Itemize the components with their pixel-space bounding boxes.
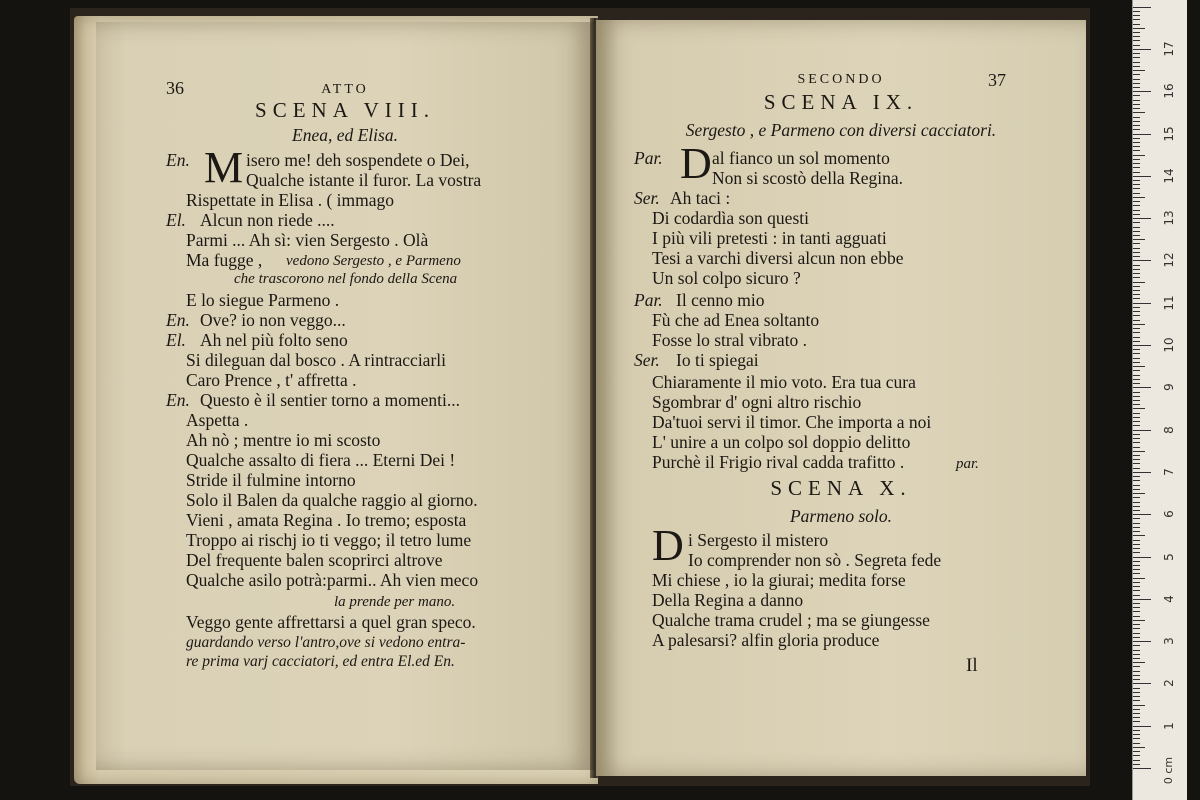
verse-line: Chiaramente il mio voto. Era tua cura bbox=[652, 372, 916, 392]
ruler-tick bbox=[1133, 277, 1140, 278]
verse-line: Parmi ... Ah sì: vien Sergesto . Olà bbox=[186, 230, 429, 250]
ruler-tick bbox=[1133, 696, 1140, 697]
ruler-tick bbox=[1133, 32, 1140, 33]
ruler-tick bbox=[1133, 7, 1151, 8]
ruler-tick bbox=[1133, 150, 1140, 151]
ruler-tick bbox=[1133, 383, 1140, 384]
ruler-tick bbox=[1133, 100, 1140, 101]
ruler-tick bbox=[1133, 142, 1140, 143]
ruler-tick bbox=[1133, 345, 1151, 346]
ruler-tick bbox=[1133, 256, 1140, 257]
ruler-tick bbox=[1133, 74, 1140, 75]
verse-line: Purchè il Frigio rival cadda trafitto . bbox=[652, 452, 905, 472]
verse-line: Fosse lo stral vibrato . bbox=[652, 330, 808, 350]
ruler-tick bbox=[1133, 36, 1140, 37]
ruler-tick bbox=[1133, 421, 1140, 422]
stage-direction: vedono Sergesto , e Parmeno bbox=[286, 253, 461, 269]
ruler-tick bbox=[1133, 434, 1140, 435]
ruler-tick bbox=[1133, 637, 1140, 638]
ruler-tick bbox=[1133, 645, 1140, 646]
ruler-tick bbox=[1133, 366, 1145, 367]
ruler-tick bbox=[1133, 112, 1145, 113]
ruler-tick bbox=[1133, 66, 1140, 67]
ruler-tick bbox=[1133, 764, 1140, 765]
ruler-tick bbox=[1133, 201, 1140, 202]
scene-characters: Sergesto , e Parmeno con diversi cacciatori. bbox=[685, 120, 997, 140]
ruler-tick bbox=[1133, 552, 1140, 553]
ruler-tick bbox=[1133, 531, 1140, 532]
verse-line: E lo siegue Parmeno . bbox=[186, 290, 340, 310]
ruler-tick bbox=[1133, 83, 1140, 84]
ruler-tick bbox=[1133, 408, 1145, 409]
ruler-tick bbox=[1133, 569, 1140, 570]
ruler-tick bbox=[1133, 497, 1140, 498]
ruler-tick bbox=[1133, 104, 1140, 105]
ruler-tick bbox=[1133, 468, 1140, 469]
ruler-tick bbox=[1133, 311, 1140, 312]
ruler-tick bbox=[1133, 404, 1140, 405]
ruler-tick bbox=[1133, 582, 1140, 583]
ruler-tick bbox=[1133, 79, 1140, 80]
ruler-tick bbox=[1133, 514, 1151, 515]
ruler-tick bbox=[1133, 57, 1140, 58]
ruler-tick bbox=[1133, 370, 1140, 371]
ruler-tick bbox=[1133, 138, 1140, 139]
ruler-tick bbox=[1133, 375, 1140, 376]
ruler-tick bbox=[1133, 362, 1140, 363]
ruler-tick bbox=[1133, 633, 1140, 634]
ruler-tick bbox=[1133, 45, 1140, 46]
ruler-tick bbox=[1133, 518, 1140, 519]
ruler-tick bbox=[1133, 294, 1140, 295]
ruler-tick bbox=[1133, 611, 1140, 612]
stage-direction: che trascorono nel fondo della Scena bbox=[234, 271, 458, 287]
verse-line: Vieni , amata Regina . Io tremo; esposta bbox=[186, 510, 467, 530]
drop-cap: D bbox=[652, 521, 684, 570]
ruler-number: 3 bbox=[1162, 637, 1176, 645]
verse-line: Tesi a varchi diversi alcun non ebbe bbox=[652, 248, 904, 268]
ruler-tick bbox=[1133, 455, 1140, 456]
ruler-tick bbox=[1133, 155, 1145, 156]
ruler-tick bbox=[1133, 683, 1151, 684]
ruler-tick bbox=[1133, 523, 1140, 524]
ruler-tick bbox=[1133, 480, 1140, 481]
ruler-tick bbox=[1133, 303, 1151, 304]
verse-line: Stride il fulmine intorno bbox=[186, 470, 356, 490]
verse-line: Caro Prence , t' affretta . bbox=[186, 370, 357, 390]
ruler-number: 14 bbox=[1162, 168, 1176, 184]
ruler-tick bbox=[1133, 734, 1140, 735]
ruler-tick bbox=[1133, 565, 1140, 566]
page-number: 36 bbox=[166, 78, 184, 98]
ruler-tick bbox=[1133, 222, 1140, 223]
ruler-number: 7 bbox=[1162, 468, 1176, 476]
ruler-tick bbox=[1133, 595, 1140, 596]
ruler-number: 8 bbox=[1162, 425, 1176, 434]
verse-line: i Sergesto il mistero bbox=[688, 530, 829, 550]
ruler-tick bbox=[1133, 328, 1140, 329]
ruler-number: 16 bbox=[1162, 83, 1176, 99]
ruler-tick bbox=[1133, 337, 1140, 338]
ruler-tick bbox=[1133, 129, 1140, 130]
ruler-tick bbox=[1133, 561, 1140, 562]
verse-line: Solo il Balen da qualche raggio al giorno. bbox=[186, 490, 478, 510]
ruler-tick bbox=[1133, 628, 1140, 629]
ruler-tick bbox=[1133, 176, 1151, 177]
ruler-tick bbox=[1133, 738, 1140, 739]
ruler-tick bbox=[1133, 476, 1140, 477]
ruler-tick bbox=[1133, 692, 1140, 693]
verse-line: Del frequente balen scoprirci altrove bbox=[186, 550, 443, 570]
ruler-tick bbox=[1133, 599, 1151, 600]
ruler-tick bbox=[1133, 252, 1140, 253]
verse-line: Da'tuoi servi il timor. Che importa a noi bbox=[652, 412, 932, 432]
verse-line: Di codardìa son questi bbox=[652, 208, 809, 228]
ruler-tick bbox=[1133, 459, 1140, 460]
ruler-tick bbox=[1133, 290, 1140, 291]
ruler-tick bbox=[1133, 755, 1140, 756]
verse-line: Ah nò ; mentre io mi scosto bbox=[186, 430, 381, 450]
ruler-tick bbox=[1133, 62, 1140, 63]
ruler-tick bbox=[1133, 341, 1140, 342]
ruler-tick bbox=[1133, 392, 1140, 393]
drop-cap: M bbox=[204, 143, 244, 192]
ruler-tick bbox=[1133, 768, 1151, 769]
ruler-tick bbox=[1133, 320, 1140, 321]
verse-line: Ma fugge , bbox=[186, 250, 263, 270]
speaker: En. bbox=[166, 390, 190, 410]
ruler-tick bbox=[1133, 349, 1140, 350]
ruler-tick bbox=[1133, 239, 1145, 240]
ruler-tick bbox=[1133, 658, 1140, 659]
ruler-tick bbox=[1133, 721, 1140, 722]
verse-line: Questo è il sentier torno a momenti... bbox=[200, 390, 461, 410]
speaker: El. bbox=[166, 210, 186, 230]
ruler-tick bbox=[1133, 641, 1151, 642]
ruler-tick bbox=[1133, 451, 1145, 452]
speaker: En. bbox=[166, 310, 190, 330]
ruler-tick bbox=[1133, 400, 1140, 401]
verse-line: Mi chiese , io la giurai; medita forse bbox=[652, 570, 906, 590]
ruler-tick bbox=[1133, 235, 1140, 236]
verse-line: Io comprender non sò . Segreta fede bbox=[688, 550, 942, 570]
ruler-tick bbox=[1133, 387, 1151, 388]
ruler-tick bbox=[1133, 49, 1151, 50]
ruler-tick bbox=[1133, 121, 1140, 122]
ruler-tick bbox=[1133, 713, 1140, 714]
ruler-tick bbox=[1133, 510, 1140, 511]
measurement-ruler bbox=[1132, 0, 1187, 800]
ruler-tick bbox=[1133, 286, 1140, 287]
verse-line: Qualche assalto di fiera ... Eterni Dei ! bbox=[186, 450, 456, 470]
ruler-tick bbox=[1133, 125, 1140, 126]
ruler-tick bbox=[1133, 717, 1140, 718]
ruler-tick bbox=[1133, 743, 1140, 744]
ruler-tick bbox=[1133, 624, 1140, 625]
ruler-number: 15 bbox=[1162, 125, 1176, 142]
ruler-tick bbox=[1133, 586, 1140, 587]
verse-line: Il cenno mio bbox=[676, 290, 765, 310]
ruler-tick bbox=[1133, 87, 1140, 88]
ruler-tick bbox=[1133, 24, 1140, 25]
ruler-tick bbox=[1133, 146, 1140, 147]
ruler-tick bbox=[1133, 671, 1140, 672]
ruler-tick bbox=[1133, 417, 1140, 418]
ruler-tick bbox=[1133, 193, 1140, 194]
right-page bbox=[596, 20, 1086, 776]
verse-line: A palesarsi? alfin gloria produce bbox=[652, 630, 880, 650]
ruler-tick bbox=[1133, 282, 1145, 283]
ruler-tick bbox=[1133, 184, 1140, 185]
verse-line: L' unire a un colpo sol doppio delitto bbox=[652, 432, 911, 452]
ruler-tick bbox=[1133, 214, 1140, 215]
ruler-tick bbox=[1133, 438, 1140, 439]
ruler-tick bbox=[1133, 227, 1140, 228]
ruler-tick bbox=[1133, 197, 1145, 198]
ruler-tick bbox=[1133, 231, 1140, 232]
ruler-tick bbox=[1133, 188, 1140, 189]
ruler-tick bbox=[1133, 396, 1140, 397]
ruler-tick bbox=[1133, 502, 1140, 503]
ruler-tick bbox=[1133, 91, 1151, 92]
ruler-tick bbox=[1133, 248, 1140, 249]
ruler-tick bbox=[1133, 679, 1140, 680]
ruler-number: 12 bbox=[1162, 252, 1176, 269]
ruler-tick bbox=[1133, 134, 1151, 135]
ruler-tick bbox=[1133, 675, 1140, 676]
scene-title: SCENA X. bbox=[770, 476, 912, 500]
ruler-number: 2 bbox=[1162, 679, 1176, 688]
ruler-number: 17 bbox=[1162, 41, 1176, 57]
verse-line: I più vili pretesti : in tanti agguati bbox=[652, 228, 887, 248]
catchword: Il bbox=[966, 655, 978, 676]
ruler-tick bbox=[1133, 95, 1140, 96]
ruler-tick bbox=[1133, 573, 1140, 574]
ruler-tick bbox=[1133, 19, 1140, 20]
ruler-tick bbox=[1133, 578, 1145, 579]
ruler-number: 6 bbox=[1162, 510, 1176, 519]
ruler-tick bbox=[1133, 726, 1151, 727]
ruler-tick bbox=[1133, 700, 1140, 701]
stage-direction: par. bbox=[956, 456, 979, 472]
ruler-tick bbox=[1133, 117, 1140, 118]
verse-line: isero me! deh sospendete o Dei, bbox=[246, 150, 470, 170]
scene-title: SCENA IX. bbox=[763, 90, 919, 114]
speaker: Par. bbox=[634, 148, 663, 168]
ruler-tick bbox=[1133, 324, 1145, 325]
ruler-tick bbox=[1133, 53, 1140, 54]
verse-line: Ah taci : bbox=[670, 188, 731, 208]
scene-characters: Parmeno solo. bbox=[789, 506, 893, 526]
ruler-tick bbox=[1133, 353, 1140, 354]
ruler-tick bbox=[1133, 557, 1151, 558]
verse-line: Troppo ai rischj io ti veggo; il tetro lume bbox=[186, 530, 472, 550]
drop-cap: D bbox=[680, 139, 712, 188]
ruler-tick bbox=[1133, 535, 1145, 536]
verse-line: Qualche trama crudel ; ma se giungesse bbox=[652, 610, 930, 630]
stage-direction: la prende per mano. bbox=[334, 594, 456, 610]
ruler-tick bbox=[1133, 662, 1145, 663]
verse-line: Ove? io non veggo... bbox=[200, 310, 346, 330]
ruler-tick bbox=[1133, 730, 1140, 731]
ruler-tick bbox=[1133, 210, 1140, 211]
verse-line: Ah nel più folto seno bbox=[200, 330, 348, 350]
ruler-tick bbox=[1133, 616, 1140, 617]
verse-line: Qualche asilo potrà:parmi.. Ah vien meco bbox=[186, 570, 479, 590]
ruler-tick bbox=[1133, 760, 1140, 761]
speaker: El. bbox=[166, 330, 186, 350]
ruler-tick bbox=[1133, 447, 1140, 448]
running-head: ATTO bbox=[321, 82, 369, 97]
left-page bbox=[96, 22, 594, 770]
ruler-tick bbox=[1133, 265, 1140, 266]
ruler-tick bbox=[1133, 506, 1140, 507]
speaker: Ser. bbox=[634, 188, 660, 208]
ruler-tick bbox=[1133, 650, 1140, 651]
ruler-number: 5 bbox=[1162, 552, 1176, 561]
ruler-tick bbox=[1133, 425, 1140, 426]
speaker: En. bbox=[166, 150, 190, 170]
ruler-number: 11 bbox=[1162, 295, 1176, 311]
speaker: Par. bbox=[634, 290, 663, 310]
verse-line: Fù che ad Enea soltanto bbox=[652, 310, 820, 330]
ruler-tick bbox=[1133, 180, 1140, 181]
ruler-tick bbox=[1133, 463, 1140, 464]
ruler-tick bbox=[1133, 159, 1140, 160]
ruler-tick bbox=[1133, 603, 1140, 604]
verse-line: Si dileguan dal bosco . A rintracciarli bbox=[186, 350, 447, 370]
verse-line: Della Regina a danno bbox=[652, 590, 804, 610]
ruler-tick bbox=[1133, 413, 1140, 414]
verse-line: Un sol colpo sicuro ? bbox=[652, 268, 801, 288]
ruler-tick bbox=[1133, 260, 1151, 261]
ruler-tick bbox=[1133, 15, 1140, 16]
ruler-tick bbox=[1133, 688, 1140, 689]
ruler-number: 9 bbox=[1162, 383, 1176, 392]
ruler-number: 13 bbox=[1162, 210, 1176, 226]
ruler-tick bbox=[1133, 11, 1140, 12]
ruler-tick bbox=[1133, 472, 1151, 473]
ruler-tick bbox=[1133, 620, 1145, 621]
ruler-tick bbox=[1133, 527, 1140, 528]
ruler-tick bbox=[1133, 243, 1140, 244]
stage-direction: guardando verso l'antro,ove si vedono entra- bbox=[186, 634, 466, 651]
ruler-tick bbox=[1133, 493, 1145, 494]
verse-line: Non si scostò della Regina. bbox=[712, 168, 904, 188]
ruler-tick bbox=[1133, 172, 1140, 173]
verse-line: Qualche istante il furor. La vostra bbox=[246, 170, 482, 190]
ruler-tick bbox=[1133, 540, 1140, 541]
ruler-tick bbox=[1133, 298, 1140, 299]
ruler-number: 4 bbox=[1162, 594, 1176, 603]
ruler-number: 10 bbox=[1162, 337, 1176, 353]
ruler-tick bbox=[1133, 544, 1140, 545]
ruler-tick bbox=[1133, 28, 1145, 29]
ruler-tick bbox=[1133, 315, 1140, 316]
ruler-tick bbox=[1133, 163, 1140, 164]
ruler-tick bbox=[1133, 273, 1140, 274]
verse-line: Rispettate in Elisa . ( immago bbox=[186, 190, 395, 210]
ruler-tick bbox=[1133, 666, 1140, 667]
ruler-tick bbox=[1133, 307, 1140, 308]
ruler-tick bbox=[1133, 269, 1140, 270]
ruler-number: 1 bbox=[1162, 721, 1176, 730]
speaker: Ser. bbox=[634, 350, 660, 370]
ruler-tick bbox=[1133, 205, 1140, 206]
scene-title: SCENA VIII. bbox=[255, 98, 435, 122]
ruler-tick bbox=[1133, 705, 1145, 706]
stage-direction: re prima varj cacciatori, ed entra El.ed En. bbox=[186, 653, 455, 670]
ruler-tick bbox=[1133, 751, 1140, 752]
verse-line: Veggo gente affrettarsi a quel gran speco. bbox=[186, 612, 476, 632]
ruler-tick bbox=[1133, 747, 1145, 748]
ruler-tick bbox=[1133, 489, 1140, 490]
ruler-tick bbox=[1133, 442, 1140, 443]
running-head: SECONDO bbox=[797, 72, 885, 87]
verse-line: Alcun non riede .... bbox=[200, 210, 335, 230]
ruler-tick bbox=[1133, 358, 1140, 359]
ruler-tick bbox=[1133, 108, 1140, 109]
ruler-tick bbox=[1133, 332, 1140, 333]
scene-characters: Enea, ed Elisa. bbox=[292, 125, 398, 145]
ruler-tick bbox=[1133, 430, 1151, 431]
ruler-tick bbox=[1133, 70, 1145, 71]
verse-line: Io ti spiegai bbox=[676, 350, 759, 370]
ruler-tick bbox=[1133, 218, 1151, 219]
ruler-tick bbox=[1133, 379, 1140, 380]
page-number: 37 bbox=[988, 70, 1006, 90]
ruler-tick bbox=[1133, 709, 1140, 710]
ruler-tick bbox=[1133, 654, 1140, 655]
ruler-tick bbox=[1133, 167, 1140, 168]
ruler-unit-label: 0 cm bbox=[1162, 756, 1176, 785]
verse-line: al fianco un sol momento bbox=[712, 148, 890, 168]
ruler-tick bbox=[1133, 590, 1140, 591]
verse-line: Aspetta . bbox=[186, 410, 249, 430]
ruler-tick bbox=[1133, 485, 1140, 486]
verse-line: Sgombrar d' ogni altro rischio bbox=[652, 392, 862, 412]
ruler-tick bbox=[1133, 40, 1140, 41]
ruler-tick bbox=[1133, 548, 1140, 549]
ruler-tick bbox=[1133, 607, 1140, 608]
